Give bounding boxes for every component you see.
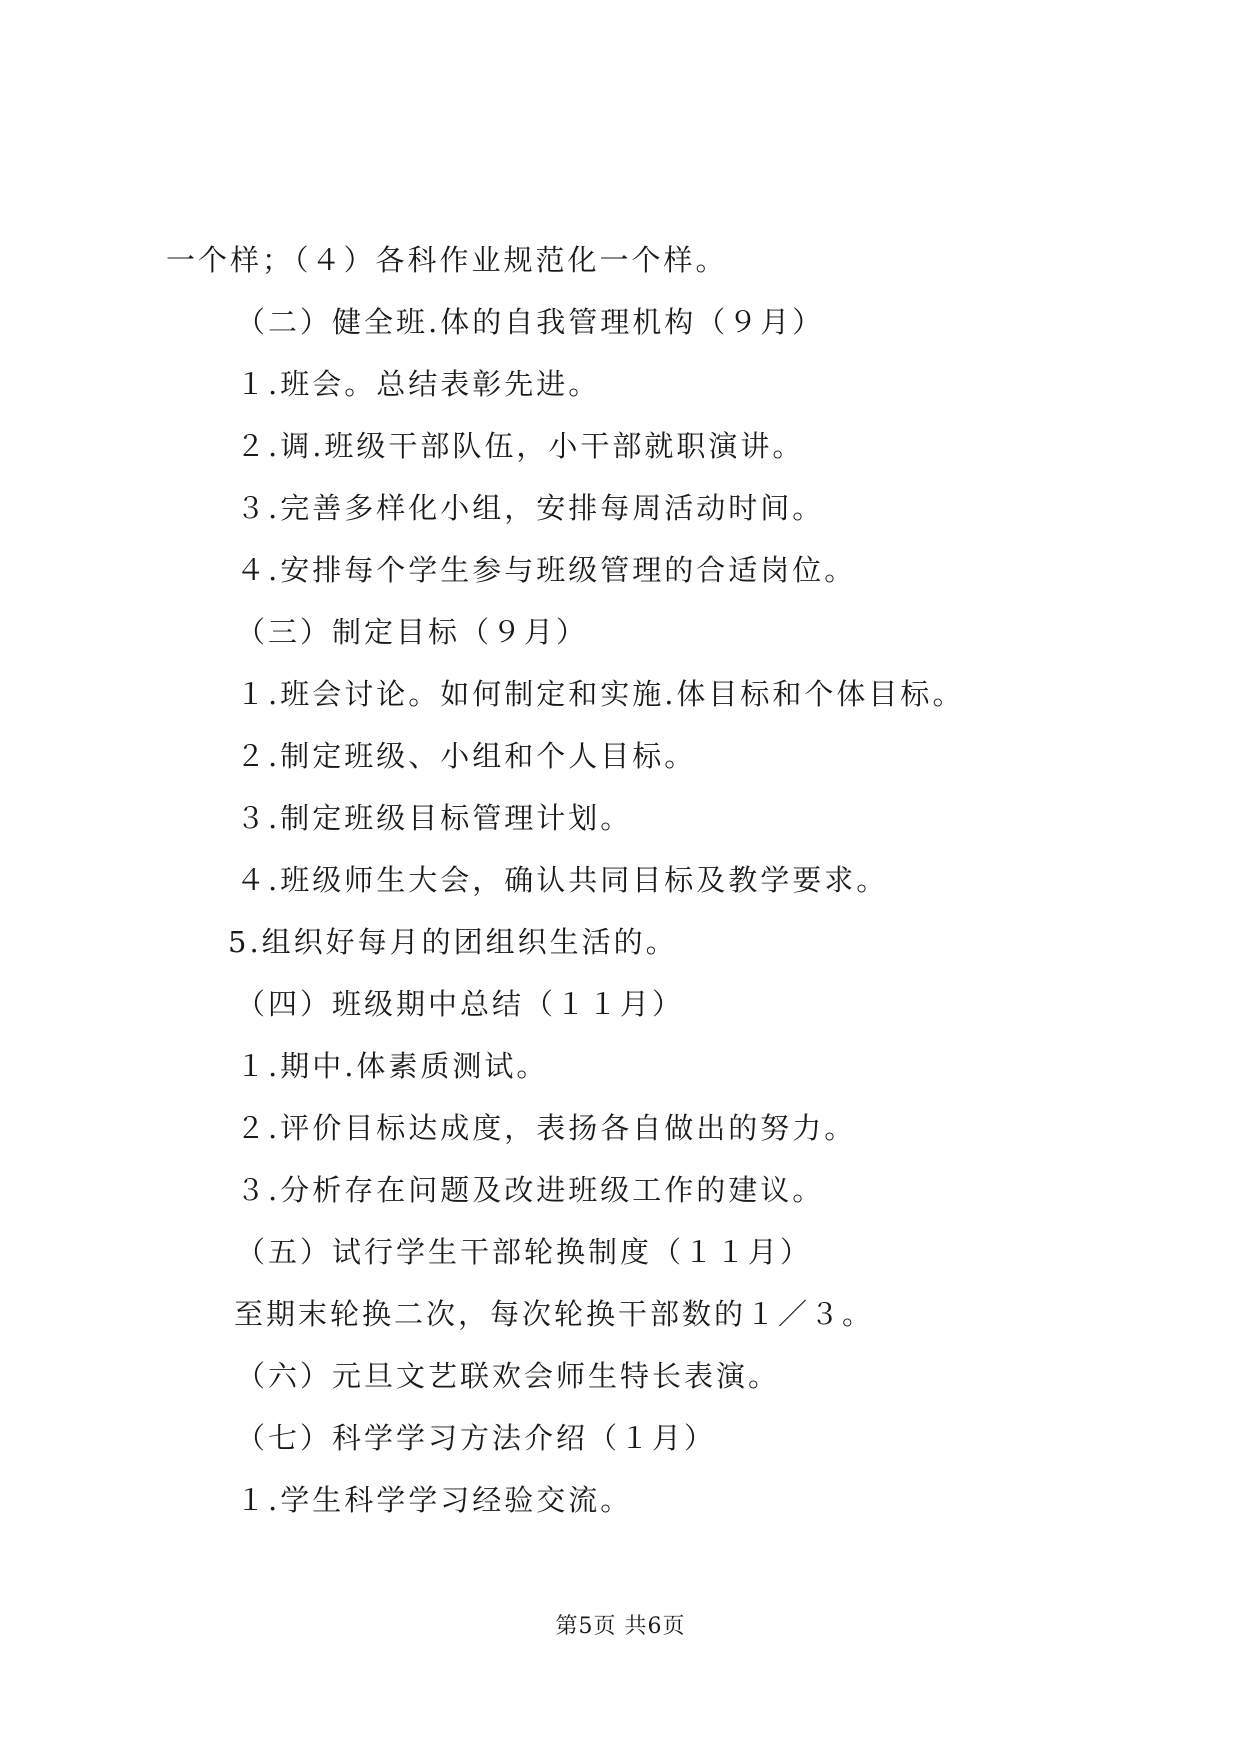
text-line-11: ４.班级师生大会，确认共同目标及教学要求。 bbox=[236, 863, 889, 897]
section-heading-3: （三）制定目标（９月） bbox=[236, 615, 589, 649]
text-line-9: ２.制定班级、小组和个人目标。 bbox=[236, 739, 697, 773]
page-footer: 第5页 共6页 bbox=[555, 1614, 686, 1639]
text-line-18: 至期末轮换二次，每次轮换干部数的１／３。 bbox=[234, 1297, 875, 1331]
text-line-4: ２.调.班级干部队伍，小干部就职演讲。 bbox=[236, 429, 805, 463]
text-line-21: １.学生科学学习经验交流。 bbox=[236, 1483, 633, 1517]
section-heading-4: （四）班级期中总结（１１月） bbox=[236, 987, 685, 1021]
text-line-6: ４.安排每个学生参与班级管理的合适岗位。 bbox=[236, 553, 857, 587]
text-line-15: ２.评价目标达成度，表扬各自做出的努力。 bbox=[236, 1111, 857, 1145]
text-line-12: 5.组织好每月的团组织生活的。 bbox=[228, 925, 678, 959]
text-line-10: ３.制定班级目标管理计划。 bbox=[236, 801, 633, 835]
section-heading-2: （二）健全班.体的自我管理机构（９月） bbox=[236, 305, 825, 339]
text-line-16: ３.分析存在问题及改进班级工作的建议。 bbox=[236, 1173, 825, 1207]
section-heading-7: （七）科学学习方法介绍（１月） bbox=[236, 1421, 717, 1455]
text-line-14: １.期中.体素质测试。 bbox=[236, 1049, 549, 1083]
section-heading-6: （六）元旦文艺联欢会师生特长表演。 bbox=[236, 1359, 781, 1393]
section-heading-5: （五）试行学生干部轮换制度（１１月） bbox=[236, 1235, 813, 1269]
text-line-8: １.班会讨论。如何制定和实施.体目标和个体目标。 bbox=[236, 677, 965, 711]
text-line-1: 一个样；（４）各科作业规范化一个样。 bbox=[166, 243, 728, 277]
text-line-3: １.班会。总结表彰先进。 bbox=[236, 367, 601, 401]
text-line-5: ３.完善多样化小组，安排每周活动时间。 bbox=[236, 491, 825, 525]
